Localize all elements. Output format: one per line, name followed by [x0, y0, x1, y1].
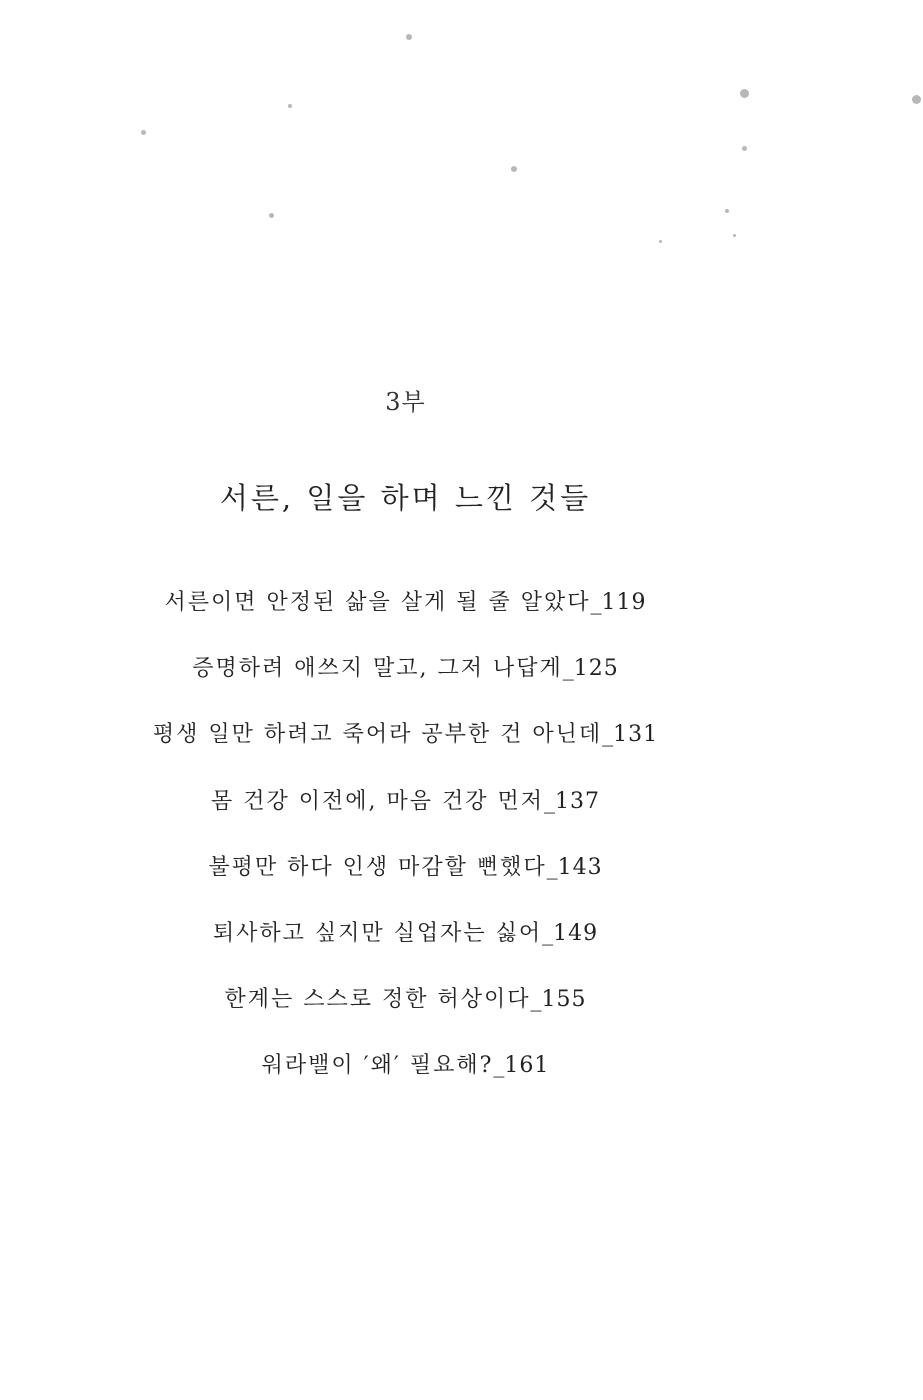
toc-entry-separator: _: [546, 854, 558, 880]
toc-entry[interactable]: [0, 717, 811, 783]
toc-entry-separator: _: [493, 1053, 505, 1079]
toc-entry-page: 155: [541, 987, 587, 1013]
decorative-dot: [406, 34, 412, 40]
toc-entry-title: 증명하려 애쓰지 말고, 그저 나답게: [192, 656, 563, 682]
decorative-dot: [912, 95, 921, 104]
toc-entry-separator: _: [542, 920, 554, 946]
toc-entry-title: 평생 일만 하려고 죽어라 공부한 건 아닌데: [152, 722, 603, 748]
toc-entry-page: 119: [601, 590, 647, 615]
toc-entry-title: 서른이면 안정된 삶을 살게 될 줄 알았다: [164, 590, 591, 615]
toc-entry-separator: _: [543, 788, 555, 814]
toc-entry[interactable]: [0, 1048, 811, 1114]
toc-entry-title: 퇴사하고 싶지만 실업자는 싫어: [212, 920, 543, 946]
toc-entry-separator: _: [530, 987, 542, 1013]
toc-entry[interactable]: [0, 850, 811, 916]
toc-entry[interactable]: [0, 784, 811, 850]
toc-entry-separator: _: [562, 656, 574, 682]
toc-entry-title: 워라밸이 ′왜′ 필요해?: [261, 1053, 494, 1079]
decorative-dot: [659, 240, 662, 243]
toc-entry[interactable]: [0, 916, 811, 982]
toc-entry[interactable]: [0, 651, 811, 717]
decorative-dot: [725, 209, 729, 213]
toc-entry-page: 125: [573, 656, 619, 682]
toc-entry-page: 143: [557, 854, 603, 880]
decorative-dot: [511, 166, 517, 172]
decorative-dot: [141, 130, 146, 135]
part-number: 3부: [385, 388, 426, 416]
toc-entry-page: 149: [553, 920, 599, 946]
decorative-dot: [288, 104, 292, 108]
table-of-contents: [0, 585, 811, 1115]
toc-entry-separator: _: [602, 722, 614, 748]
decorative-dot: [269, 213, 274, 218]
toc-entry-title: 한계는 스스로 정한 허상이다: [224, 987, 531, 1013]
decorative-dot: [740, 89, 749, 98]
toc-entry[interactable]: [0, 982, 811, 1048]
toc-entry-separator: _: [590, 590, 602, 615]
decorative-dot: [733, 234, 736, 237]
toc-entry-page: 131: [613, 722, 659, 748]
part-title: 서른, 일을 하며 느낀 것들: [219, 481, 592, 515]
toc-entry-title: 불평만 하다 인생 마감할 뻔했다: [208, 854, 547, 880]
toc-entry[interactable]: [0, 585, 811, 651]
toc-entry-page: 137: [554, 788, 600, 814]
decorative-dot: [742, 146, 747, 151]
toc-entry-title: 몸 건강 이전에, 마음 건강 먼저: [211, 788, 544, 814]
toc-entry-page: 161: [504, 1053, 550, 1079]
